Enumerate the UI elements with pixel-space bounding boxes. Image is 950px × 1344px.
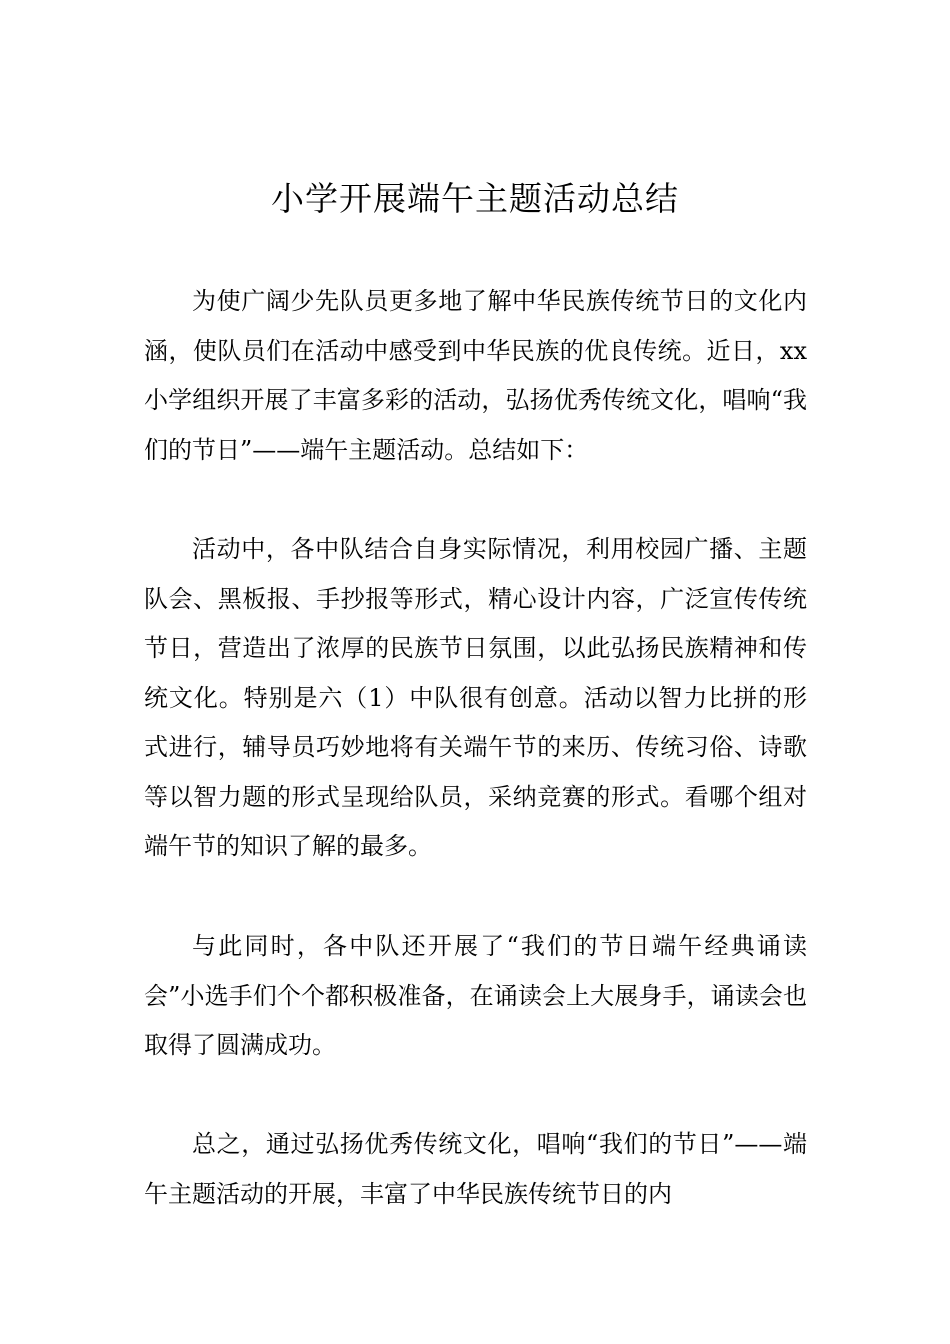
paragraph-conclusion: 总之，通过弘扬优秀传统文化，唱响“我们的节日”——端午主题活动的开展，丰富了中华民族传统节日的内 [144, 1130, 807, 1208]
paragraph-intro: 为使广阔少先队员更多地了解中华民族传统节日的文化内涵，使队员们在活动中感受到中华民族的优良传统。近日，xx小学组织开展了丰富多彩的活动，弘扬优秀传统文化，唱响“我们的节日”——端午主题活动。总结如下： [144, 287, 807, 464]
document-title: 小学开展端午主题活动总结 [271, 179, 679, 218]
paragraph-activities: 活动中，各中队结合自身实际情况，利用校园广播、主题队会、黑板报、手抄报等形式，精心设计内容，广泛宣传传统节日，营造出了浓厚的民族节日氛围，以此弘扬民族精神和传统文化。特别是六（1）中队很有创意。活动以智力比拼的形式进行，辅导员巧妙地将有关端午节的来历、传统习俗、诗歌等以智力题的形式呈现给队员，采纳竞赛的形式。看哪个组对端午节的知识了解的最多。 [144, 535, 807, 860]
paragraph-recital: 与此同时，各中队还开展了“我们的节日端午经典诵读会”小选手们个个都积极准备，在诵读会上大展身手，诵读会也取得了圆满成功。 [144, 932, 807, 1059]
